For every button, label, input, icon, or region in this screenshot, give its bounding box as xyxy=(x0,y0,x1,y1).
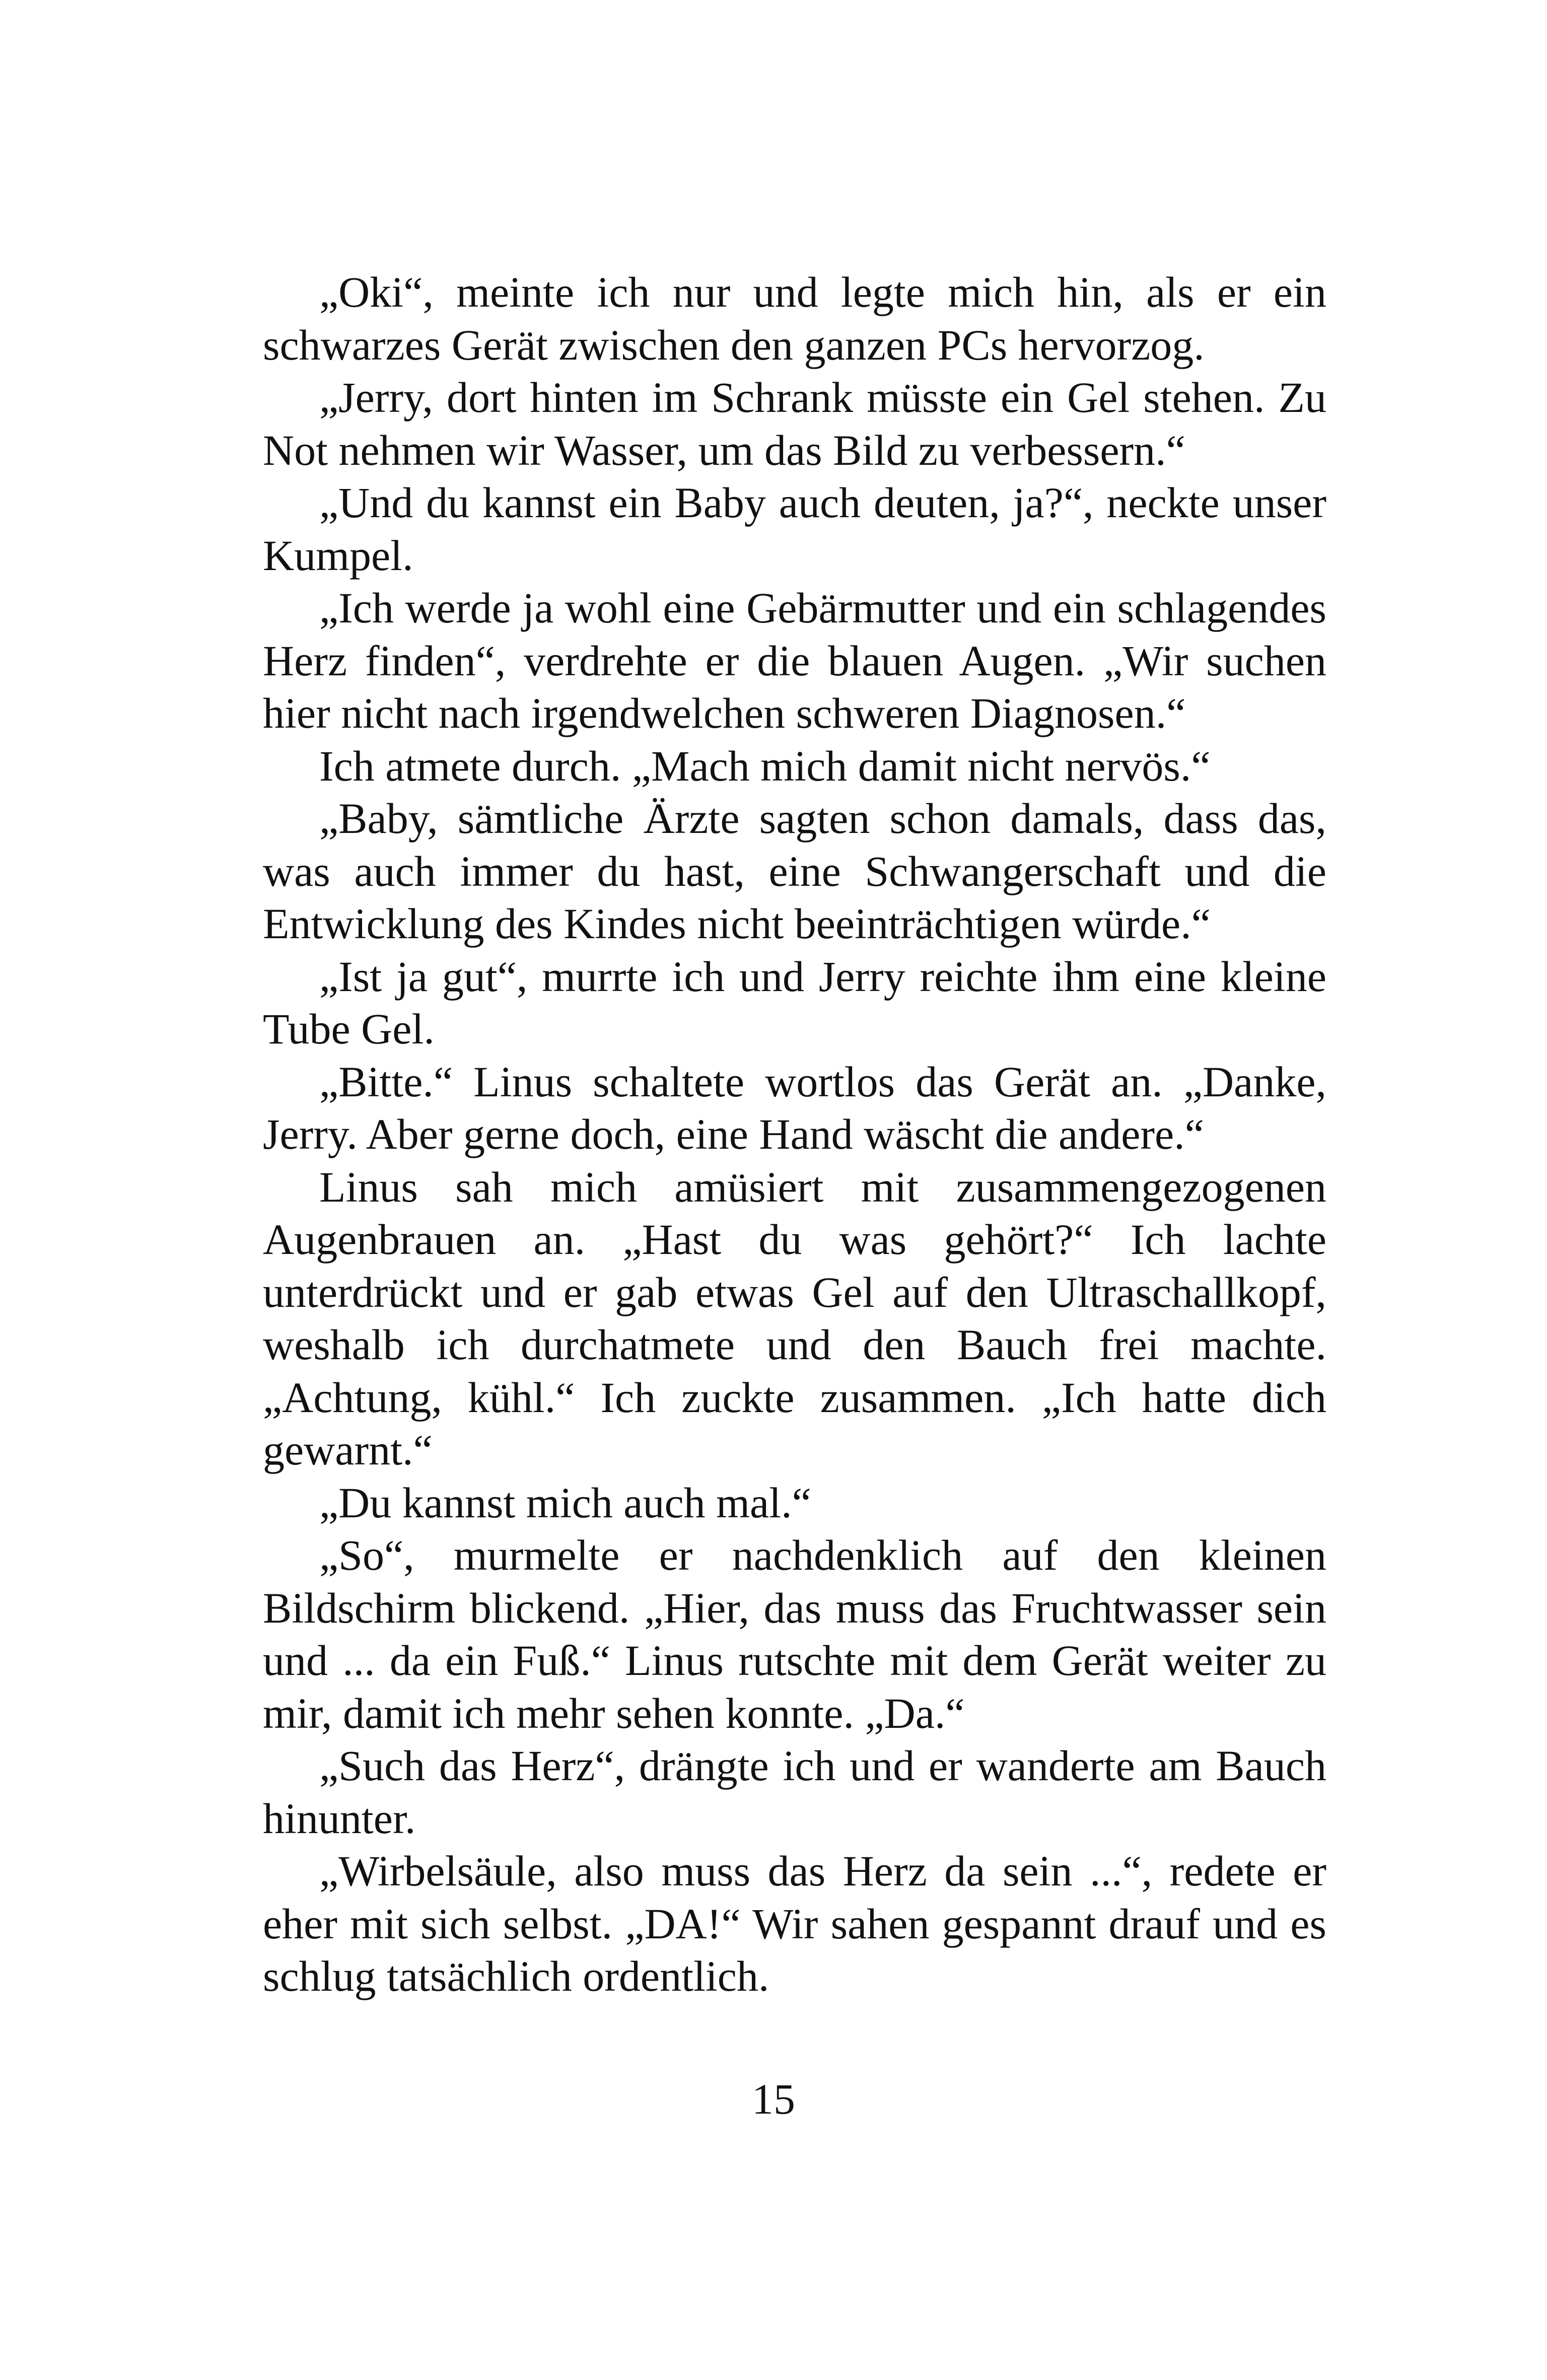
paragraph: „Such das Herz“, drängte ich und er wanderte am Bauch hinunter. xyxy=(263,1741,1326,1843)
paragraph: Linus sah mich amüsiert mit zusammengezogenen Augenbrauen an. „Hast du was gehört?“ Ich lachte unterdrückt und er gab etwas Gel auf den Ultraschallkopf, weshalb ich durchatmete und den Bauch frei machte. „Achtung, kühl.“ Ich zuckte zusammen. „Ich hatte dich gewarnt.“ xyxy=(263,1162,1326,1474)
paragraph: „Bitte.“ Linus schaltete wortlos das Gerät an. „Danke, Jerry. Aber gerne doch, eine Hand wäscht die andere.“ xyxy=(263,1057,1326,1158)
paragraph: „Wirbelsäule, also muss das Herz da sein ...“, redete er eher mit sich selbst. „DA!“ Wir sahen gespannt drauf und es schlug tatsächlich ordentlich. xyxy=(263,1847,1326,2000)
paragraph: „Oki“, meinte ich nur und legte mich hin, als er ein schwarzes Gerät zwischen den ganzen PCs hervorzog. xyxy=(263,268,1326,369)
paragraph: „Ist ja gut“, murrte ich und Jerry reichte ihm eine kleine Tube Gel. xyxy=(263,952,1326,1053)
paragraph: „Baby, sämtliche Ärzte sagten schon damals, dass das, was auch immer du hast, eine Schwangerschaft und die Entwicklung des Kindes nicht beeinträchtigen würde.“ xyxy=(263,794,1326,948)
paragraph: „So“, murmelte er nachdenklich auf den kleinen Bildschirm blickend. „Hier, das muss das Fruchtwasser sein und ... da ein Fuß.“ Linus rutschte mit dem Gerät weiter zu mir, damit ich mehr sehen konnte. „Da.“ xyxy=(263,1531,1326,1737)
paragraph: „Ich werde ja wohl eine Gebärmutter und ein schlagendes Herz finden“, verdrehte er die blauen Augen. „Wir suchen hier nicht nach irgendwelchen schweren Diagnosen.“ xyxy=(263,584,1326,737)
page-number: 15 xyxy=(752,2075,795,2123)
paragraph: „Du kannst mich auch mal.“ xyxy=(319,1478,811,1527)
body-text xyxy=(263,266,1326,2003)
paragraph: „Und du kannst ein Baby auch deuten, ja?“, neckte unser Kumpel. xyxy=(263,478,1326,580)
paragraph: Ich atmete durch. „Mach mich damit nicht nervös.“ xyxy=(319,741,1211,790)
paragraph: „Jerry, dort hinten im Schrank müsste ein Gel stehen. Zu Not nehmen wir Wasser, um das Bild zu verbessern.“ xyxy=(263,373,1326,474)
